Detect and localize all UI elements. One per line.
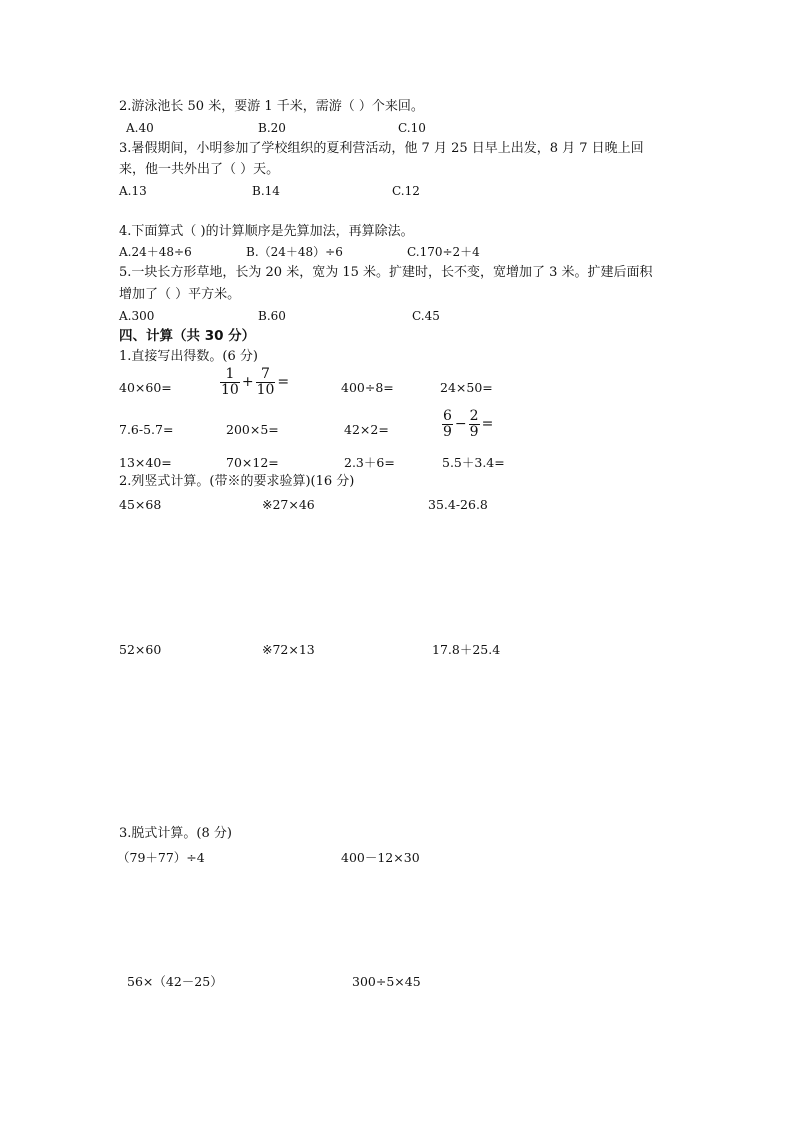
step-calc-4: 300÷5×45 — [352, 974, 421, 989]
vertical-calc-6: 17.8＋25.4 — [432, 642, 501, 657]
question-5-option-c: C.45 — [412, 309, 440, 323]
fraction-numerator: 6 — [443, 408, 452, 424]
step-calc-1: （79＋77）÷4 — [117, 850, 205, 865]
part-2-title: 2.列竖式计算。(带※的要求验算)(16 分) — [119, 474, 355, 489]
question-2-option-c: C.10 — [398, 121, 426, 135]
mental-calc-9: 13×40= — [119, 455, 172, 470]
step-calc-3: 56×（42－25） — [127, 974, 223, 989]
minus-sign: − — [454, 415, 467, 432]
part-3-title: 3.脱式计算。(8 分) — [119, 826, 232, 841]
mental-calc-5: 7.6-5.7= — [119, 422, 174, 437]
vertical-calc-2: ※27×46 — [262, 497, 315, 512]
vertical-calc-3: 35.4-26.8 — [428, 497, 488, 512]
fraction-expression-1 — [220, 367, 290, 397]
fraction-expression-2 — [442, 409, 494, 439]
question-3-option-c: C.12 — [392, 184, 420, 198]
fraction-1-10 — [220, 367, 240, 397]
section-4-heading: 四、计算（共 30 分） — [119, 328, 256, 344]
step-calc-2: 400－12×30 — [341, 850, 420, 865]
fraction-6-9 — [442, 409, 453, 439]
question-3-line2: 来，他一共外出了（ ）天。 — [119, 162, 280, 177]
fraction-2-9 — [469, 409, 480, 439]
mental-calc-7: 42×2= — [344, 422, 389, 437]
question-4-text: 4.下面算式（ )的计算顺序是先算加法，再算除法。 — [119, 224, 414, 239]
equals-sign: = — [481, 415, 494, 432]
question-2-text: 2.游泳池长 50 米，要游 1 千米，需游（ ）个来回。 — [119, 99, 424, 114]
mental-calc-6: 200×5= — [226, 422, 279, 437]
fraction-numerator: 1 — [220, 367, 240, 383]
mental-calc-3: 400÷8= — [341, 380, 394, 395]
question-3-option-b: B.14 — [252, 184, 280, 198]
mental-calc-11: 2.3＋6= — [344, 455, 395, 470]
mental-calc-4: 24×50= — [440, 380, 493, 395]
vertical-calc-5: ※72×13 — [262, 642, 315, 657]
question-2-option-a: A.40 — [126, 121, 154, 135]
question-5-option-a: A.300 — [119, 309, 155, 323]
part-1-title: 1.直接写出得数。(6 分) — [119, 349, 258, 364]
fraction-denominator: 10 — [221, 381, 239, 398]
equals-sign: = — [277, 373, 290, 390]
question-5-line1: 5.一块长方形草地，长为 20 米，宽为 15 米。扩建时，长不变，宽增加了 3 米。扩建后面积 — [119, 265, 653, 280]
question-5-option-b: B.60 — [258, 309, 286, 323]
question-2-option-b: B.20 — [258, 121, 286, 135]
mental-calc-10: 70×12= — [226, 455, 279, 470]
fraction-denominator: 10 — [256, 381, 275, 398]
fraction-denominator: 9 — [443, 423, 452, 440]
fraction-numerator: 2 — [469, 408, 479, 424]
question-3-line1: 3.暑假期间，小明参加了学校组织的夏利营活动，他 7 月 25 日早上出发，8 月 7 日晚上回 — [119, 141, 644, 156]
question-5-line2: 增加了（ ）平方米。 — [119, 287, 241, 302]
question-4-option-a: A.24＋48÷6 — [119, 245, 192, 259]
question-4-option-c: C.170÷2＋4 — [407, 245, 480, 259]
fraction-7-10 — [256, 367, 276, 397]
plus-sign: + — [241, 373, 254, 390]
mental-calc-1: 40×60= — [119, 380, 172, 395]
question-4-option-b: B.（24＋48）÷6 — [246, 245, 343, 259]
vertical-calc-4: 52×60 — [119, 642, 162, 657]
mental-calc-12: 5.5＋3.4= — [442, 455, 505, 470]
question-3-option-a: A.13 — [119, 184, 147, 198]
fraction-numerator: 7 — [256, 367, 276, 383]
fraction-denominator: 9 — [469, 423, 479, 440]
vertical-calc-1: 45×68 — [119, 497, 162, 512]
